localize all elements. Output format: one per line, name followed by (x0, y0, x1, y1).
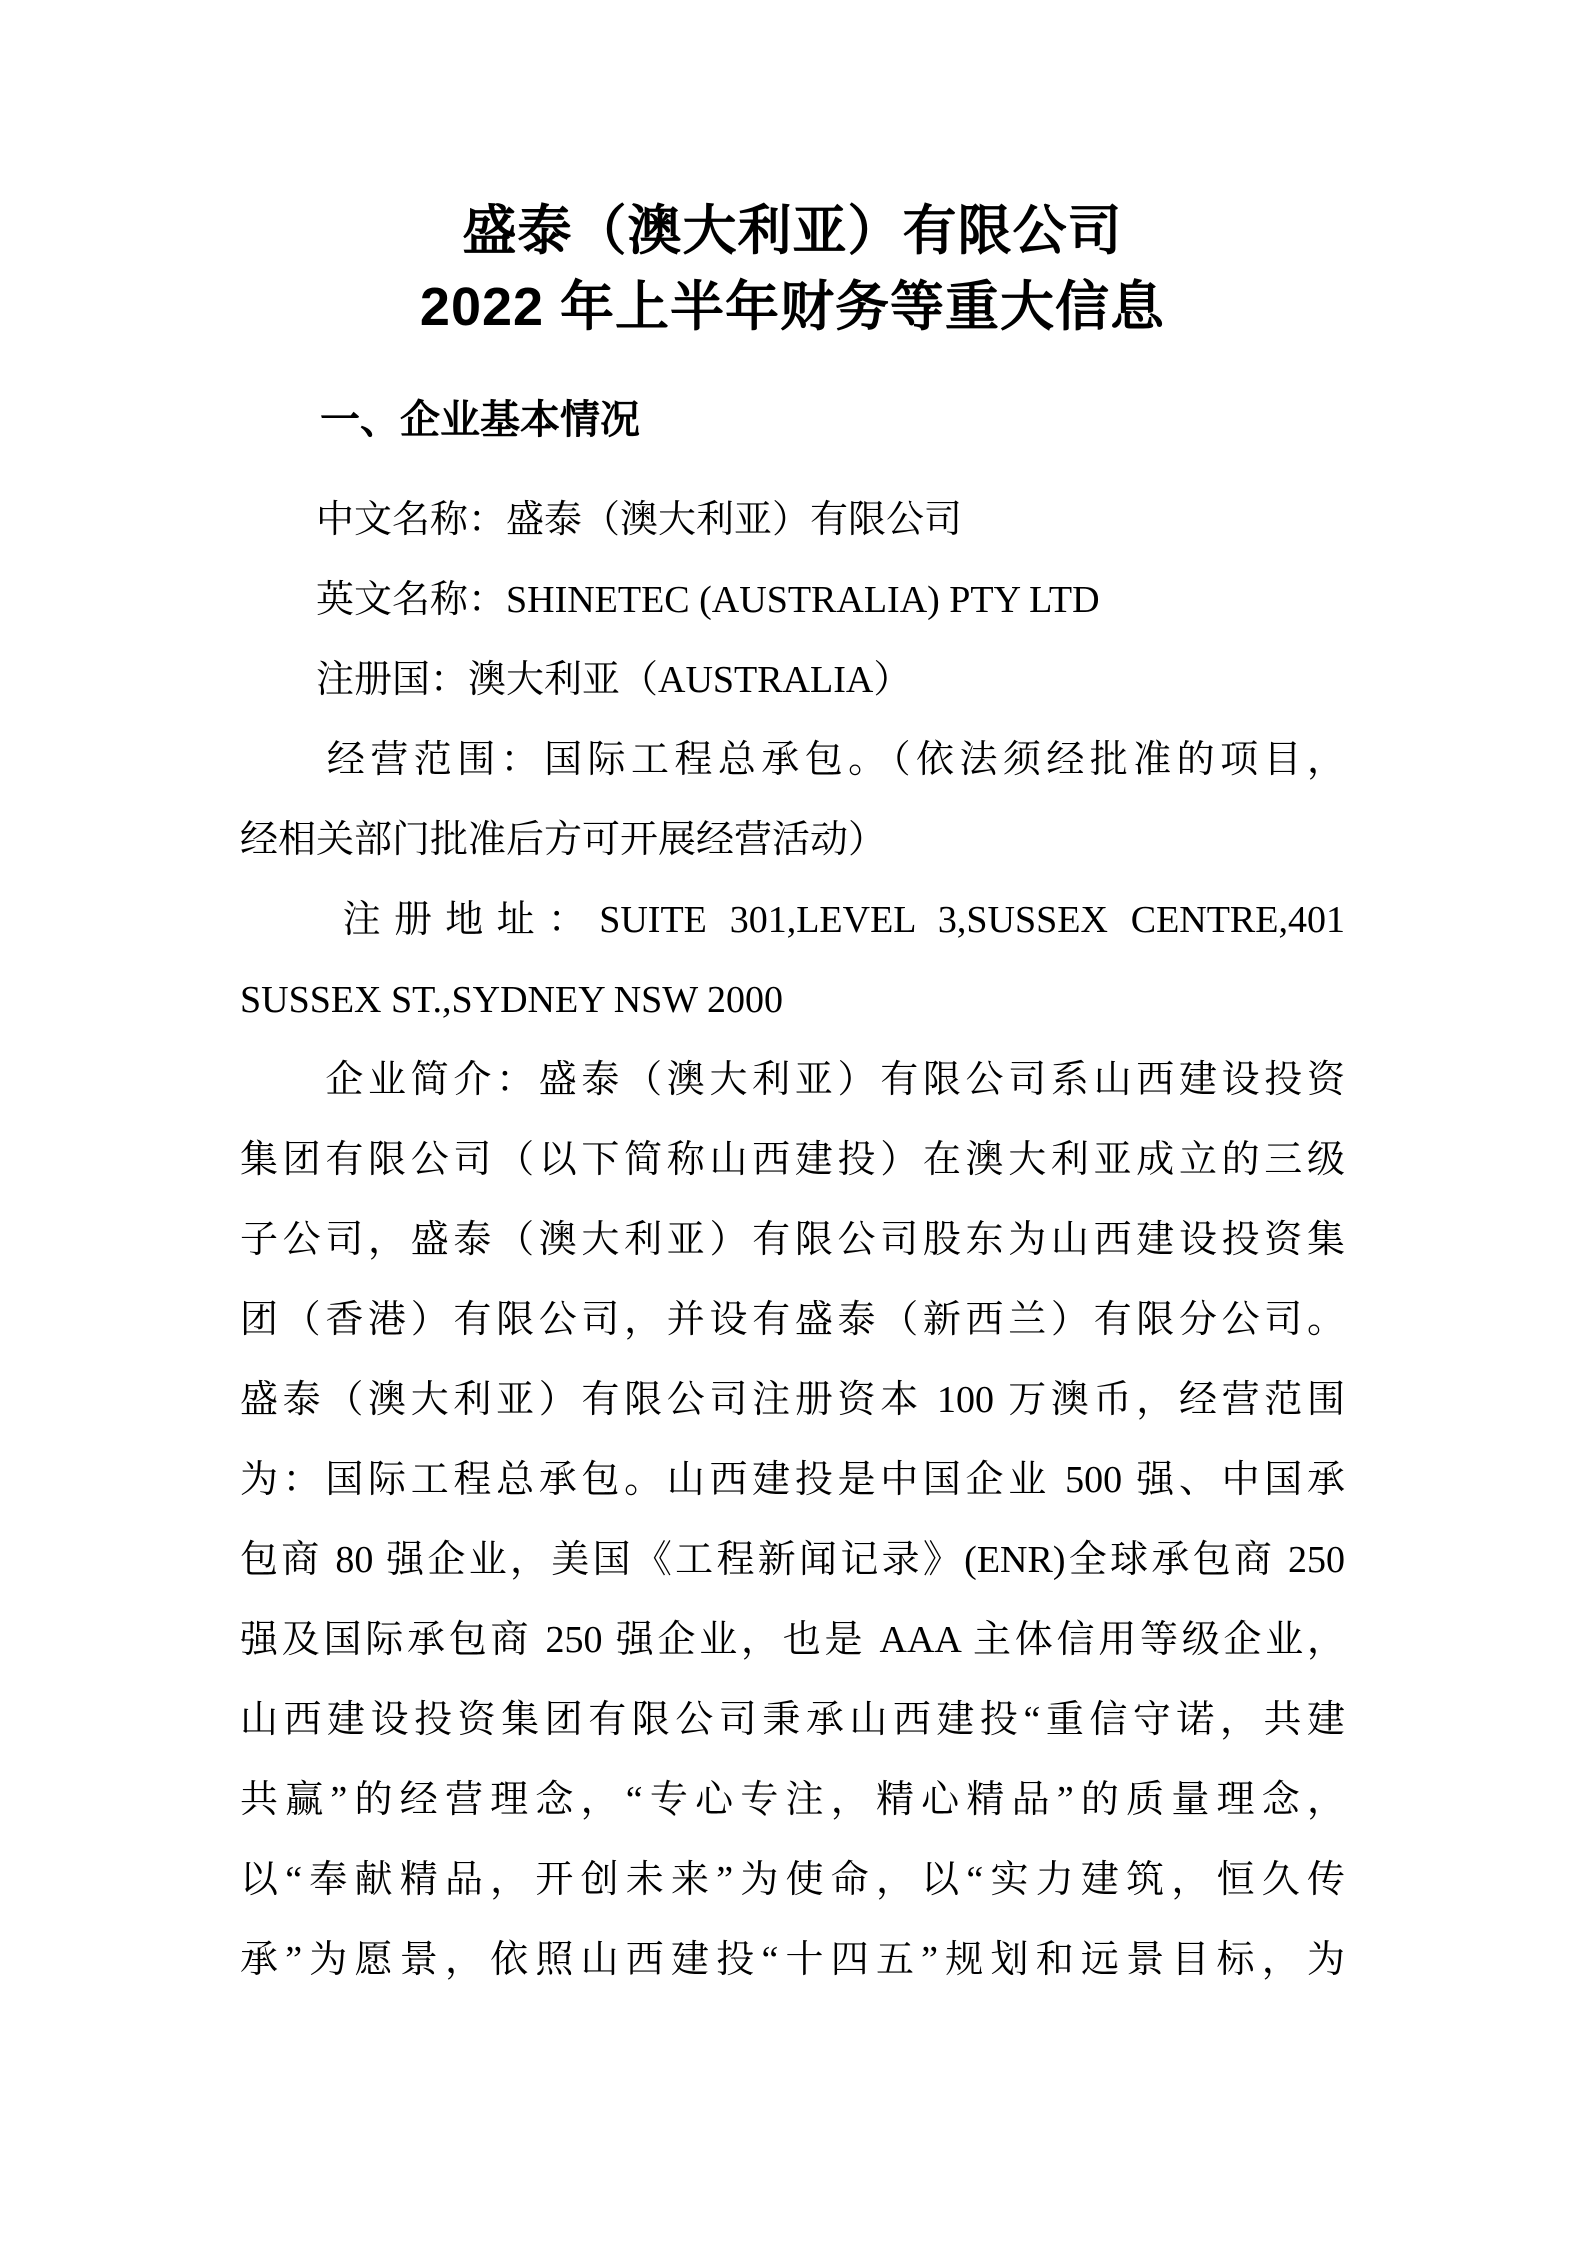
body-line: 注册国：澳大利亚（AUSTRALIA） (240, 659, 912, 701)
body-line: 注册地址：SUITE 301,LEVEL 3,SUSSEX CENTRE,401 (240, 899, 1345, 941)
body-line: 共赢”的经营理念，“专心专注，精心精品”的质量理念， (240, 1779, 1345, 1821)
body-line: 企业简介：盛泰（澳大利亚）有限公司系山西建设投资 (240, 1059, 1345, 1101)
body-line: 中文名称：盛泰（澳大利亚）有限公司 (240, 499, 963, 541)
body-line: SUSSEX ST.,SYDNEY NSW 2000 (240, 979, 783, 1021)
body-line: 以“奉献精品，开创未来”为使命，以“实力建筑，恒久传 (240, 1859, 1345, 1901)
body-text (240, 480, 1345, 2000)
document-title-line-2: 2022 年上半年财务等重大信息 (419, 277, 1166, 337)
body-line: 经营范围：国际工程总承包。（依法须经批准的项目， (240, 739, 1345, 781)
body-line: 英文名称：SHINETEC (AUSTRALIA) PTY LTD (240, 579, 1100, 621)
body-line: 团（香港）有限公司，并设有盛泰（新西兰）有限分公司。 (240, 1299, 1345, 1341)
section-heading (240, 390, 1345, 450)
section-heading-text: 一、企业基本情况 (320, 398, 640, 442)
body-line: 为：国际工程总承包。山西建投是中国企业 500 强、中国承 (240, 1459, 1345, 1501)
document-title-line-1: 盛泰（澳大利亚）有限公司 (462, 201, 1123, 261)
body-line: 承”为愿景，依照山西建投“十四五”规划和远景目标，为 (240, 1939, 1345, 1981)
body-line: 山西建设投资集团有限公司秉承山西建投“重信守诺，共建 (240, 1699, 1345, 1741)
body-line: 包商 80 强企业，美国《工程新闻记录》(ENR)全球承包商 250 (240, 1539, 1345, 1581)
body-line: 子公司，盛泰（澳大利亚）有限公司股东为山西建设投资集 (240, 1219, 1345, 1261)
document-title (240, 193, 1345, 345)
body-line: 盛泰（澳大利亚）有限公司注册资本 100 万澳币，经营范围 (240, 1379, 1345, 1421)
body-line: 经相关部门批准后方可开展经营活动） (240, 819, 887, 861)
body-line: 集团有限公司（以下简称山西建投）在澳大利亚成立的三级 (240, 1139, 1345, 1181)
body-line: 强及国际承包商 250 强企业，也是 AAA 主体信用等级企业， (240, 1619, 1345, 1661)
